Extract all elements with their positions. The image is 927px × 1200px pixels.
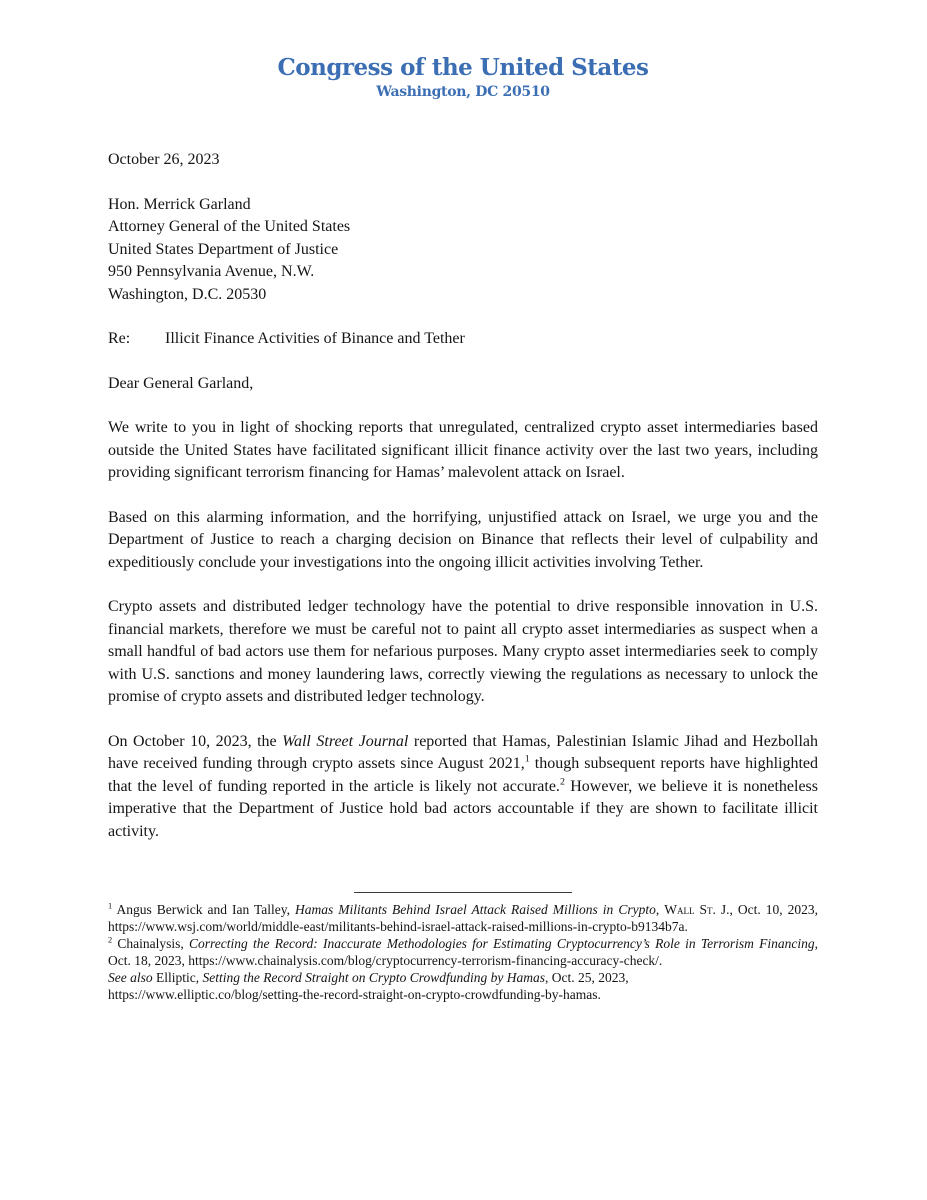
body-paragraph-3: Crypto assets and distributed ledger technology have the potential to drive responsible innovation in U.S. financial markets, therefore we must be careful not to paint all crypto asset intermediaries as suspect when a small handful of bad actors use them for nefarious purposes. Many crypto asset intermediaries seek to comply with U.S. sanctions and money laundering laws, correctly viewing the regulations as necessary to unlock the promise of crypto assets and distributed ledger technology. [108,598,818,705]
footnote-1: $^1$ Angus Berwick and Ian Talley, Hamas Militants Behind Israel Attack Raised Millions in Crypto, Wall St. J., Oct. 10, 2023, https://www.wsj.com/world/middle-east/militants-behind-israel-attack-raised-millions-in-crypto-b9134b7a. [108,901,819,934]
re-subject: Illicit Finance Activities of Binance and Tether [165,330,465,347]
body-paragraph-2: Based on this alarming information, and the horrifying, unjustified attack on Israel, we urge you and the Department of Justice to reach a charging decision on Binance that reflects their level of culpability and expeditiously conclude your investigations into the ongoing illicit activities involving Tether. [108,508,818,571]
recipient-name: Hon. Merrick Garland [108,195,251,213]
letterhead-address: Washington, DC 20510 [376,84,550,100]
recipient-city: Washington, D.C. 20530 [108,285,267,303]
letterhead-title: Congress of the United States [277,54,649,81]
body-paragraph-1: We write to you in light of shocking reports that unregulated, centralized crypto asset intermediaries based outside the United States have facilitated significant illicit finance activity over the last two years, including providing significant terrorism financing for Hamas’ malevolent attack on Israel. [108,419,818,481]
footnotes-section [108,901,818,1003]
recipient-address-block [108,194,818,307]
recipient-street: 950 Pennsylvania Avenue, N.W. [108,263,315,280]
re-label: Re: [108,330,131,347]
subject-line [108,328,818,351]
letterhead [108,54,818,101]
salutation: Dear General Garland, [108,374,254,392]
recipient-organization: United States Department of Justice [108,240,339,258]
letter-date: October 26, 2023 [108,151,220,168]
footnote-2: $^2$ Chainalysis, Correcting the Record: Inaccurate Methodologies for Estimating Cryptocurrency’s Role in Terrorism Financing, Oct. 18, 2023, https://www.chainalysis.com/blog/cryptocurrency-terrorism-financing-accuracy-check/. See also Elliptic, Setting the Record Straight on Crypto Crowdfunding by Hamas, Oct. 25, 2023, https://www.elliptic.co/blog/setting-the-record-straight-on-crypto-crowdfunding-by-hamas. [108,935,818,1002]
footnote-separator [354,892,572,893]
body-paragraph-4: On October 10, 2023, the Wall Street Journal reported that Hamas, Palestinian Islamic Jihad and Hezbollah have received funding through crypto assets since August 2021,$^1$ though subsequent reports have highlighted that the level of funding reported in the article is likely not accurate.$^2$ However, we believe it is nonetheless imperative that the Department of Justice hold bad actors accountable if they are shown to facilitate illicit activity. [108,732,819,840]
recipient-title: Attorney General of the United States [108,218,351,235]
